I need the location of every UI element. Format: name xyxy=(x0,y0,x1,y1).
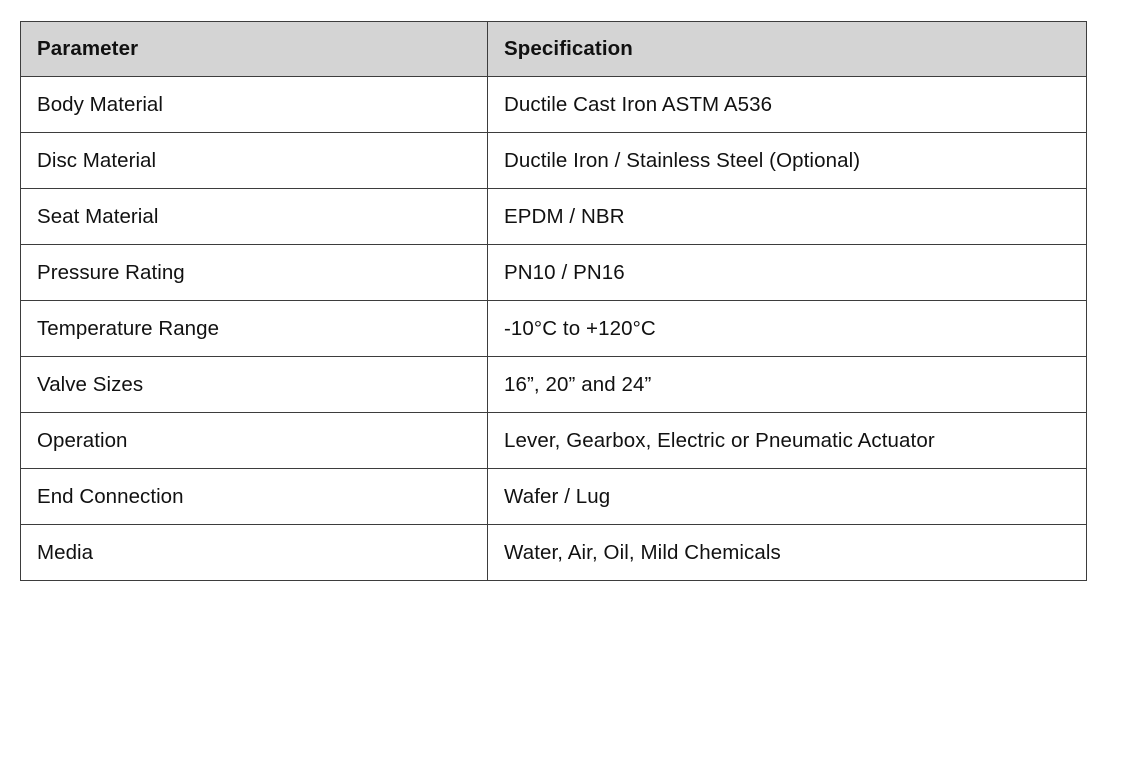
table-row xyxy=(21,133,1087,189)
cell-parameter: Operation xyxy=(21,413,488,469)
table-header xyxy=(21,22,1087,77)
column-header-specification: Specification xyxy=(488,22,1087,77)
cell-parameter: Media xyxy=(21,525,488,581)
cell-specification: Lever, Gearbox, Electric or Pneumatic Actuator xyxy=(488,413,1087,469)
column-header-parameter: Parameter xyxy=(21,22,488,77)
table-row xyxy=(21,189,1087,245)
table-row xyxy=(21,469,1087,525)
table-body xyxy=(21,77,1087,581)
table-row xyxy=(21,413,1087,469)
cell-parameter: Disc Material xyxy=(21,133,488,189)
cell-specification: EPDM / NBR xyxy=(488,189,1087,245)
cell-specification: Wafer / Lug xyxy=(488,469,1087,525)
cell-parameter: Seat Material xyxy=(21,189,488,245)
table-header-row xyxy=(21,22,1087,77)
cell-parameter: Pressure Rating xyxy=(21,245,488,301)
cell-specification: Ductile Cast Iron ASTM A536 xyxy=(488,77,1087,133)
cell-parameter: Body Material xyxy=(21,77,488,133)
table-row xyxy=(21,301,1087,357)
table-row xyxy=(21,525,1087,581)
cell-specification: Water, Air, Oil, Mild Chemicals xyxy=(488,525,1087,581)
table-row xyxy=(21,357,1087,413)
cell-parameter: Valve Sizes xyxy=(21,357,488,413)
cell-parameter: Temperature Range xyxy=(21,301,488,357)
cell-specification: Ductile Iron / Stainless Steel (Optional) xyxy=(488,133,1087,189)
cell-specification: -10°C to +120°C xyxy=(488,301,1087,357)
specification-table xyxy=(20,21,1087,581)
cell-specification: 16”, 20” and 24” xyxy=(488,357,1087,413)
cell-parameter: End Connection xyxy=(21,469,488,525)
table-row xyxy=(21,245,1087,301)
table-row xyxy=(21,77,1087,133)
cell-specification: PN10 / PN16 xyxy=(488,245,1087,301)
